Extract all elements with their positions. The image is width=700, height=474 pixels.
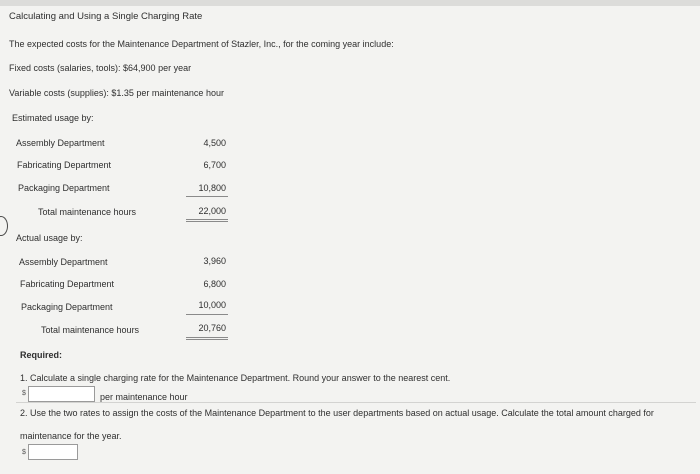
actual-row-value: 3,960 [203, 256, 226, 266]
question-2-text: 2. Use the two rates to assign the costs of the Maintenance Department to the user departments based on actual usage. Calculate the total amount charged for [20, 408, 654, 418]
charging-rate-input[interactable] [28, 386, 95, 402]
variable-costs-text: Variable costs (supplies): $1.35 per maintenance hour [9, 88, 224, 98]
estimated-total-value: 22,000 [198, 206, 226, 216]
subtotal-rule [186, 314, 228, 315]
dollar-sign: $ [22, 390, 26, 397]
actual-total-label: Total maintenance hours [41, 325, 140, 335]
intro-text: The expected costs for the Maintenance Department of Stazler, Inc., for the coming year include: [9, 39, 394, 49]
actual-row-value: 10,000 [198, 300, 226, 310]
problem-title: Calculating and Using a Single Charging Rate [9, 11, 203, 22]
subtotal-rule [186, 196, 228, 197]
actual-row-label: Fabricating Department [20, 279, 115, 289]
top-bar [0, 0, 700, 6]
actual-total-value: 20,760 [198, 323, 226, 333]
scroll-bracket-mark [0, 216, 8, 236]
estimated-row-label: Fabricating Department [17, 160, 112, 170]
estimated-total-label: Total maintenance hours [38, 207, 137, 217]
estimated-row-label: Assembly Department [16, 138, 105, 148]
estimated-row-label: Packaging Department [18, 183, 110, 193]
estimated-row-value: 4,500 [203, 138, 226, 148]
question-2-text-continued: maintenance for the year. [20, 431, 122, 441]
total-charged-input[interactable] [28, 444, 78, 460]
question-1-text: 1. Calculate a single charging rate for the Maintenance Department. Round your answer to the nearest cent. [20, 373, 451, 383]
required-heading: Required: [20, 350, 63, 360]
dollar-sign: $ [22, 449, 26, 456]
fixed-costs-text: Fixed costs (salaries, tools): $64,900 per year [9, 63, 192, 73]
actual-usage-heading: Actual usage by: [16, 233, 83, 243]
section-divider [16, 402, 696, 403]
unit-label: per maintenance hour [100, 392, 188, 402]
total-double-rule [186, 337, 228, 340]
total-double-rule [186, 219, 228, 222]
actual-row-label: Packaging Department [21, 302, 113, 312]
actual-row-label: Assembly Department [19, 257, 108, 267]
estimated-row-value: 6,700 [203, 160, 226, 170]
estimated-usage-heading: Estimated usage by: [12, 113, 94, 123]
actual-row-value: 6,800 [203, 279, 226, 289]
estimated-row-value: 10,800 [198, 183, 226, 193]
